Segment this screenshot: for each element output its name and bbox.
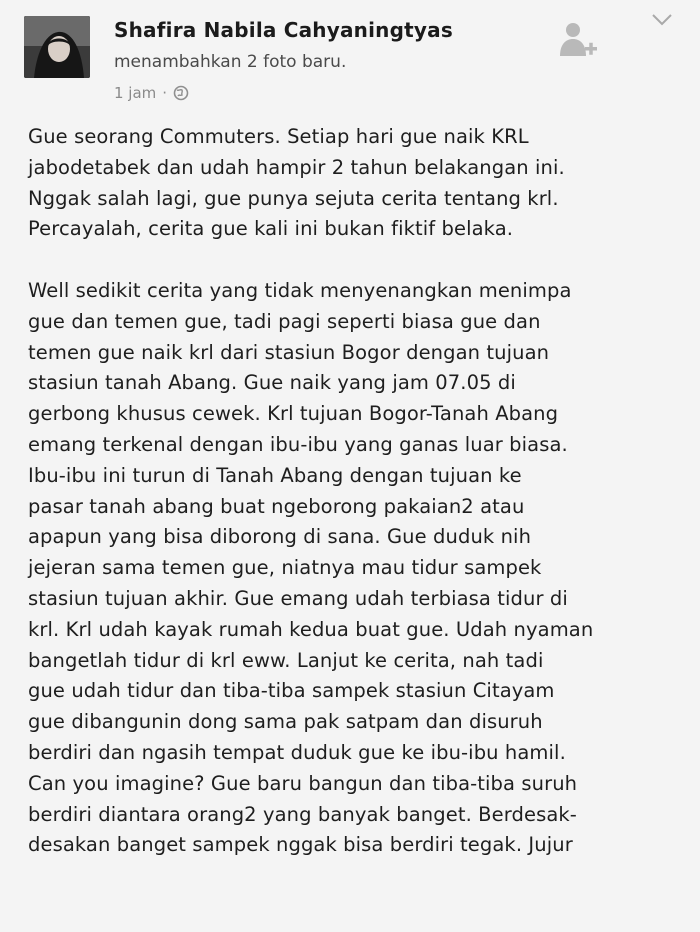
post-body	[28, 122, 680, 861]
post-paragraph-2: Well sedikit cerita yang tidak menyenangkan menimpa gue dan temen gue, tadi pagi seperti biasa gue dan temen gue naik krl dari stasiun Bogor dengan tujuan stasiun tanah Abang. Gue naik yang jam 07.05 di gerbong khusus cewek. Krl tujuan Bogor-Tanah Abang emang terkenal dengan ibu-ibu yang ganas luar biasa. Ibu-ibu ini turun di Tanah Abang dengan tujuan ke pasar tanah abang buat ngeborong pakaian2 atau apapun yang bisa diborong di sana. Gue duduk nih jejeran sama temen gue, niatnya mau tidur sampek stasiun tujuan akhir. Gue emang udah terbiasa tidur di krl. Krl udah kayak rumah kedua buat gue. Udah nyaman bangetlah tidur di krl eww. Lanjut ke cerita, nah tadi gue udah tidur dan tiba-tiba sampek stasiun Citayam gue dibangunin dong sama pak satpam dan disuruh berdiri dan ngasih tempat duduk gue ke ibu-ibu hamil. Can you imagine? Gue baru bangun dan tiba-tiba suruh berdiri diantara orang2 yang banyak banget. Berdesak- desakan banget sampek nggak bisa berdiri tegak. Jujur	[28, 278, 594, 857]
add-friend-icon[interactable]	[556, 18, 600, 62]
avatar-photo-icon	[24, 16, 90, 78]
post-time[interactable]: 1 jam	[114, 84, 157, 102]
post-meta	[114, 84, 189, 102]
post-paragraph-1: Gue seorang Commuters. Setiap hari gue naik KRL jabodetabek dan udah hampir 2 tahun belakangan ini. Nggak salah lagi, gue punya sejuta cerita tentang krl. Percayalah, cerita gue kali ini bukan fiktif belaka.	[28, 125, 565, 241]
meta-separator: ·	[162, 84, 168, 102]
post-header	[0, 0, 700, 112]
globe-icon	[173, 85, 189, 101]
author-name[interactable]: Shafira Nabila Cahyaningtyas	[114, 18, 453, 42]
avatar[interactable]	[24, 16, 90, 78]
chevron-down-icon[interactable]	[650, 12, 674, 28]
post-action-text: menambahkan 2 foto baru.	[114, 52, 347, 72]
